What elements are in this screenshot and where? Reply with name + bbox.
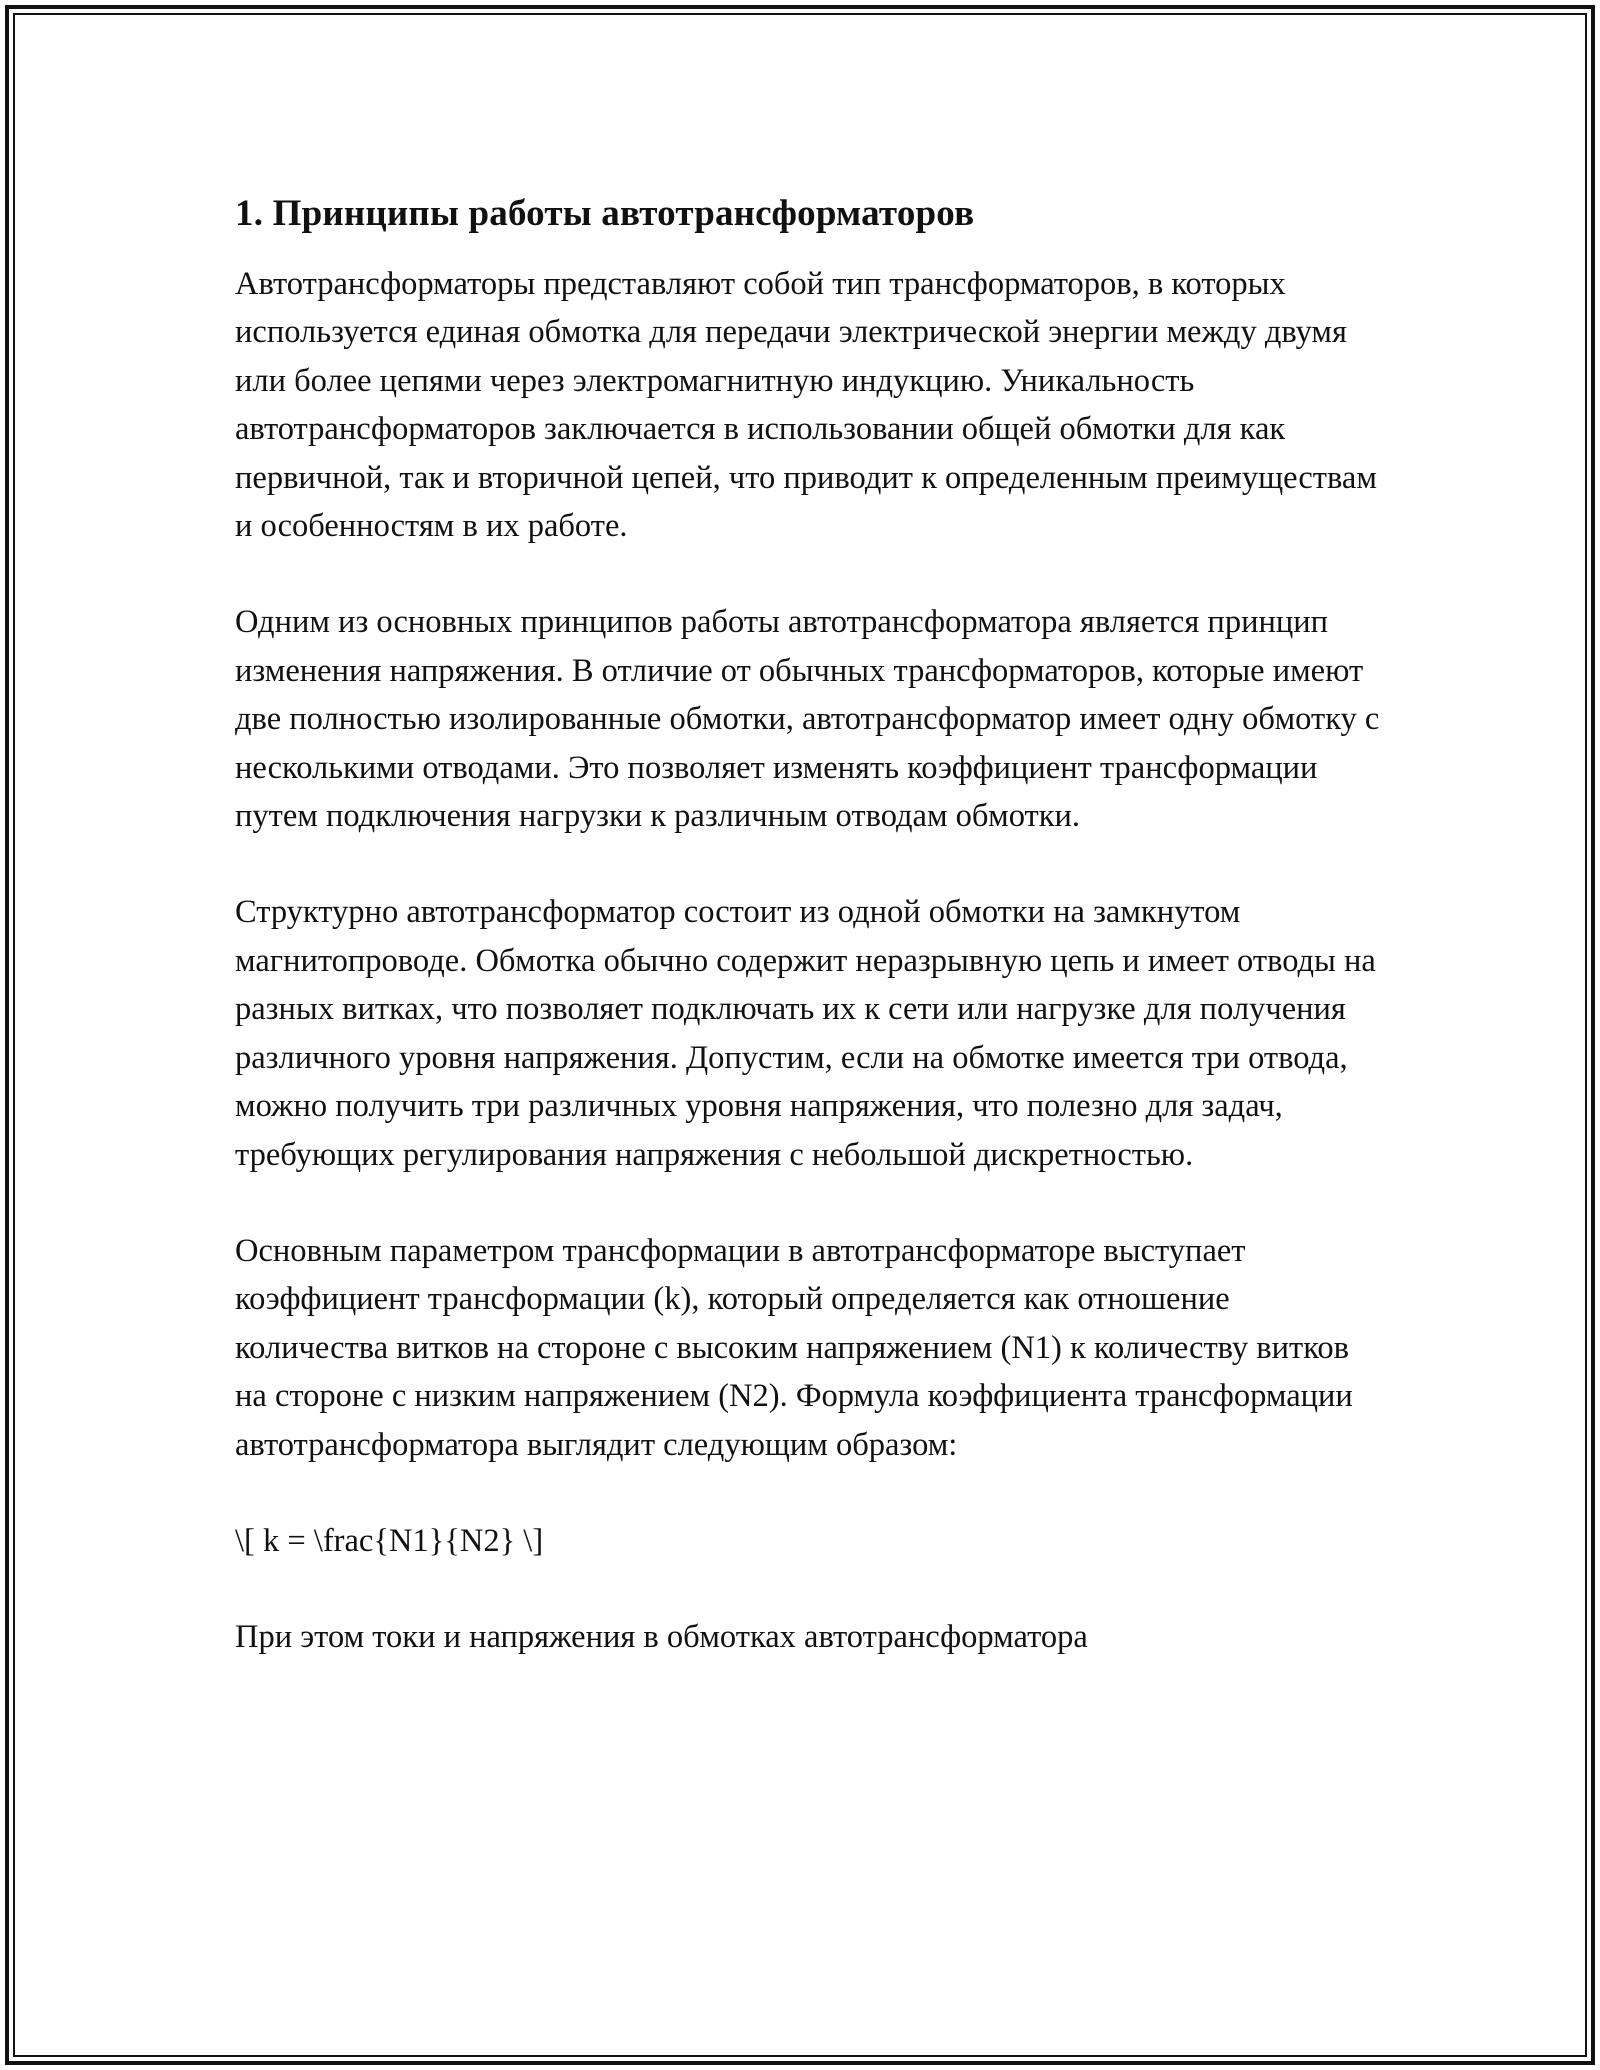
paragraph-3: Структурно автотрансформатор состоит из одной обмотки на замкнутом магнитопроводе. Обмотка обычно содержит неразрывную цепь и имеет отводы на разных витках, что позволяет подключать их к сети или нагрузке для получения различного уровня напряжения. Допустим, если на обмотке имеется три отвода, можно получить три различных уровня напряжения, что полезно для задач, требующих регулирования напряжения с небольшой дискретностью. [235,894,1376,1173]
formula: \[ k = \frac{N1}{N2} \] [235,1522,544,1559]
paragraph-5: При этом токи и напряжения в обмотках автотрансформатора [235,1619,1088,1656]
paragraph-2: Одним из основных принципов работы автотрансформатора является принцип изменения напряжения. В отличие от обычных трансформаторов, которые имеют две полностью изолированные обмотки, автотрансформатор имеет одну обмотку с несколькими отводами. Это позволяет изменять коэффициент трансформации путем подключения нагрузки к различным отводам обмотки. [235,604,1380,835]
paragraph-1: Автотрансформаторы представляют собой тип трансформаторов, в которых используется единая обмотка для передачи электрической энергии между двумя или более цепями через электромагнитную индукцию. Уникальность автотрансформаторов заключается в использовании общей обмотки для как первичной, так и вторичной цепей, что приводит к определенным преимуществам и особенностям в их работе. [235,266,1377,545]
document-body [235,186,1385,1710]
paragraph-4: Основным параметром трансформации в автотрансформаторе выступает коэффициент трансформации (k), который определяется как отношение количества витков на стороне с высоким напряжением (N1) к количеству витков на стороне с низким напряжением (N2). Формула коэффициента трансформации автотрансформатора выглядит следующим образом: [235,1232,1353,1463]
section-title: 1. Принципы работы автотрансформаторов [235,193,975,234]
